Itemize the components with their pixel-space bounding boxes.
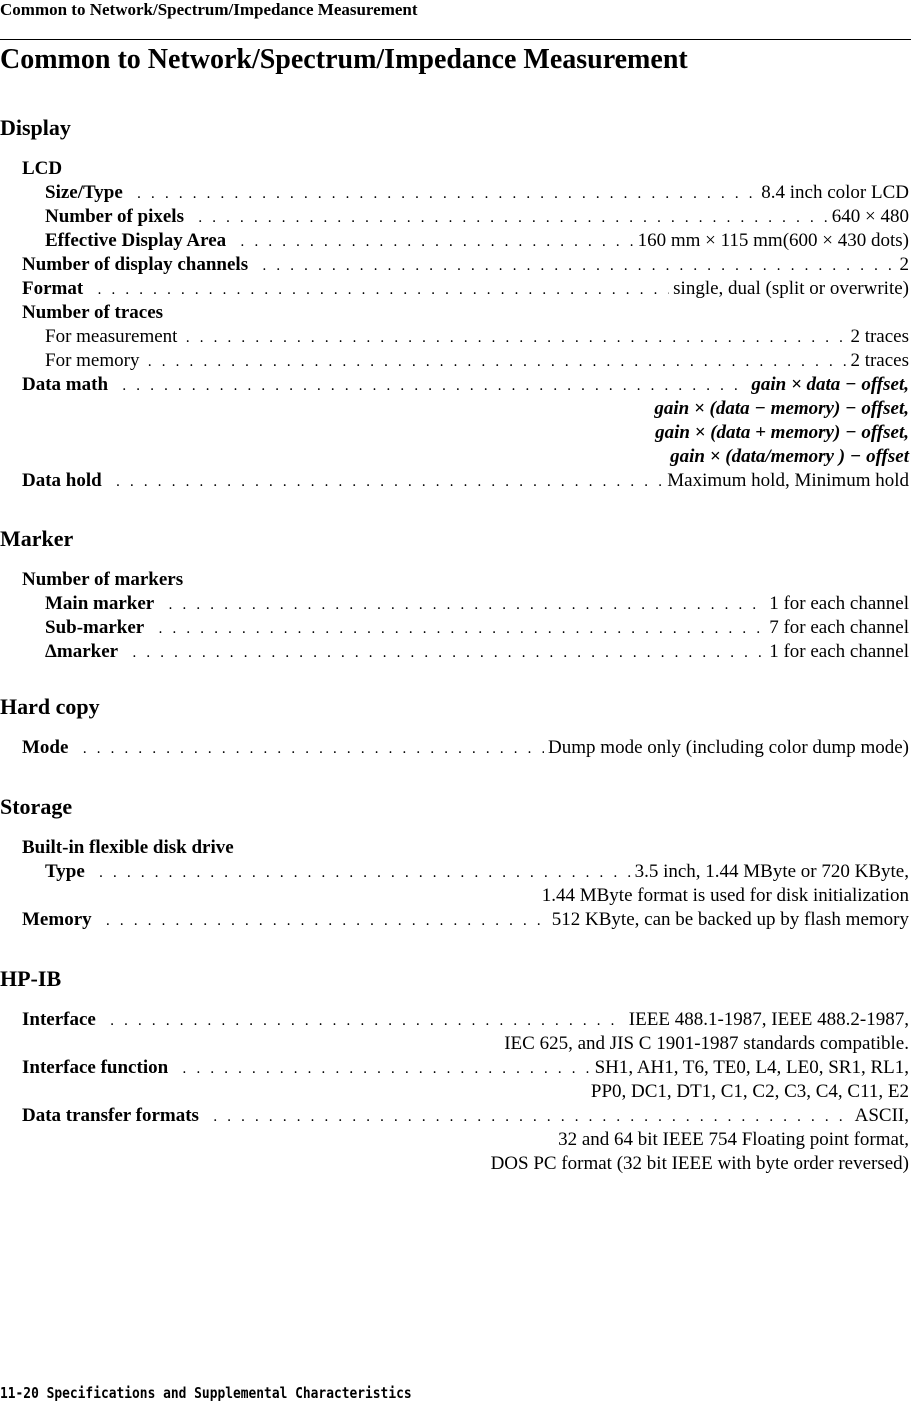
spec-size-type bbox=[0, 181, 909, 205]
spec-value: 1 for each channel bbox=[769, 641, 909, 662]
spec-delta-marker bbox=[0, 640, 909, 664]
spec-mode bbox=[0, 736, 909, 760]
spec-label: Number of traces bbox=[22, 302, 164, 323]
leader-dots bbox=[137, 182, 757, 206]
spec-value: 1 for each channel bbox=[769, 593, 909, 614]
leader-dots bbox=[99, 861, 631, 885]
spec-label: Data hold bbox=[22, 470, 102, 491]
spec-label: Interface bbox=[22, 1009, 96, 1030]
spec-value: 8.4 inch color LCD bbox=[761, 182, 909, 203]
spec-continuation: 1.44 MByte format is used for disk initialization bbox=[541, 885, 909, 906]
spec-sub-marker bbox=[0, 616, 909, 640]
spec-label: Interface function bbox=[22, 1057, 169, 1078]
spec-value: 3.5 inch, 1.44 MByte or 720 KByte, bbox=[634, 861, 909, 882]
spec-label: Main marker bbox=[45, 593, 155, 614]
data-math-line: gain × (data/memory ) − offset bbox=[670, 446, 909, 467]
leader-dots bbox=[132, 641, 765, 665]
leader-dots bbox=[213, 1105, 851, 1129]
spec-disk-drive bbox=[0, 836, 909, 860]
spec-value: Dump mode only (including color dump mode) bbox=[548, 737, 909, 758]
spec-memory bbox=[0, 908, 909, 932]
spec-display-channels bbox=[0, 253, 909, 277]
spec-data-transfer-formats bbox=[0, 1104, 909, 1128]
spec-disk-type bbox=[0, 860, 909, 884]
spec-label: LCD bbox=[22, 158, 63, 179]
spec-value: 2 bbox=[899, 254, 909, 275]
leader-dots bbox=[122, 374, 747, 398]
spec-label: Number of markers bbox=[22, 569, 184, 590]
spec-value: 640 × 480 bbox=[831, 206, 909, 227]
spec-label: For measurement bbox=[45, 326, 178, 347]
spec-lcd bbox=[0, 157, 909, 181]
leader-dots bbox=[82, 737, 544, 761]
leader-dots bbox=[147, 350, 846, 374]
leader-dots bbox=[106, 909, 548, 933]
leader-dots bbox=[262, 254, 895, 278]
spec-label: Built-in flexible disk drive bbox=[22, 837, 234, 858]
spec-format bbox=[0, 277, 909, 301]
spec-label: Format bbox=[22, 278, 84, 299]
spec-continuation: IEC 625, and JIS C 1901-1987 standards compatible. bbox=[504, 1033, 909, 1054]
spec-value: 2 traces bbox=[850, 326, 909, 347]
leader-dots bbox=[198, 206, 828, 230]
leader-dots bbox=[116, 470, 664, 494]
leader-dots bbox=[110, 1009, 625, 1033]
spec-display-area bbox=[0, 229, 909, 253]
spec-value: 2 traces bbox=[850, 350, 909, 371]
running-head: Common to Network/Spectrum/Impedance Measurement bbox=[0, 0, 418, 19]
spec-interface bbox=[0, 1008, 909, 1032]
leader-dots bbox=[158, 617, 765, 641]
section-heading-hpib: HP-IB bbox=[0, 966, 62, 991]
spec-continuation: 32 and 64 bit IEEE 754 Floating point format, bbox=[558, 1129, 909, 1150]
spec-value: 512 KByte, can be backed up by flash memory bbox=[551, 909, 909, 930]
data-math-line: gain × (data − memory) − offset, bbox=[654, 398, 909, 419]
spec-label: Number of display channels bbox=[22, 254, 249, 275]
spec-value: gain × data − offset, bbox=[751, 374, 909, 395]
leader-dots bbox=[240, 230, 633, 254]
spec-value: ASCII, bbox=[854, 1105, 909, 1126]
leader-dots bbox=[97, 278, 669, 302]
spec-value: single, dual (split or overwrite) bbox=[673, 278, 909, 299]
spec-main-marker bbox=[0, 592, 909, 616]
spec-continuation: PP0, DC1, DT1, C1, C2, C3, C4, C11, E2 bbox=[590, 1081, 909, 1102]
spec-label: Sub-marker bbox=[45, 617, 145, 638]
spec-value: SH1, AH1, T6, TE0, L4, LE0, SR1, RL1, bbox=[594, 1057, 909, 1078]
section-heading-display: Display bbox=[0, 115, 71, 140]
data-math-line: gain × (data + memory) − offset, bbox=[655, 422, 909, 443]
spec-label: Number of pixels bbox=[45, 206, 184, 227]
spec-value: 160 mm × 115 mm(600 × 430 dots) bbox=[637, 230, 909, 251]
spec-value: IEEE 488.1-1987, IEEE 488.2-1987, bbox=[628, 1009, 909, 1030]
spec-traces-memory bbox=[0, 349, 909, 373]
spec-label: Data math bbox=[22, 374, 109, 395]
spec-label: Memory bbox=[22, 909, 92, 930]
spec-value: Maximum hold, Minimum hold bbox=[667, 470, 909, 491]
section-heading-hardcopy: Hard copy bbox=[0, 694, 100, 719]
spec-label: Δmarker bbox=[45, 641, 119, 662]
spec-label: Data transfer formats bbox=[22, 1105, 199, 1126]
spec-value: 7 for each channel bbox=[769, 617, 909, 638]
spec-data-hold bbox=[0, 469, 909, 493]
section-heading-storage: Storage bbox=[0, 794, 73, 819]
header-rule bbox=[0, 39, 911, 40]
page-title: Common to Network/Spectrum/Impedance Measurement bbox=[0, 44, 688, 75]
spec-label: Mode bbox=[22, 737, 69, 758]
spec-continuation: DOS PC format (32 bit IEEE with byte order reversed) bbox=[490, 1153, 909, 1174]
leader-dots bbox=[168, 593, 765, 617]
page-footer: 11-20 Specifications and Supplemental Characteristics bbox=[0, 1384, 412, 1402]
spec-label: Type bbox=[45, 861, 85, 882]
leader-dots bbox=[182, 1057, 590, 1081]
spec-pixels bbox=[0, 205, 909, 229]
leader-dots bbox=[185, 326, 846, 350]
spec-label: Size/Type bbox=[45, 182, 123, 203]
spec-data-math bbox=[0, 373, 909, 397]
spec-traces-measurement bbox=[0, 325, 909, 349]
spec-interface-function bbox=[0, 1056, 909, 1080]
spec-traces bbox=[0, 301, 909, 325]
spec-label: Effective Display Area bbox=[45, 230, 227, 251]
section-heading-marker: Marker bbox=[0, 526, 74, 551]
spec-marker-count bbox=[0, 568, 909, 592]
spec-label: For memory bbox=[45, 350, 140, 371]
